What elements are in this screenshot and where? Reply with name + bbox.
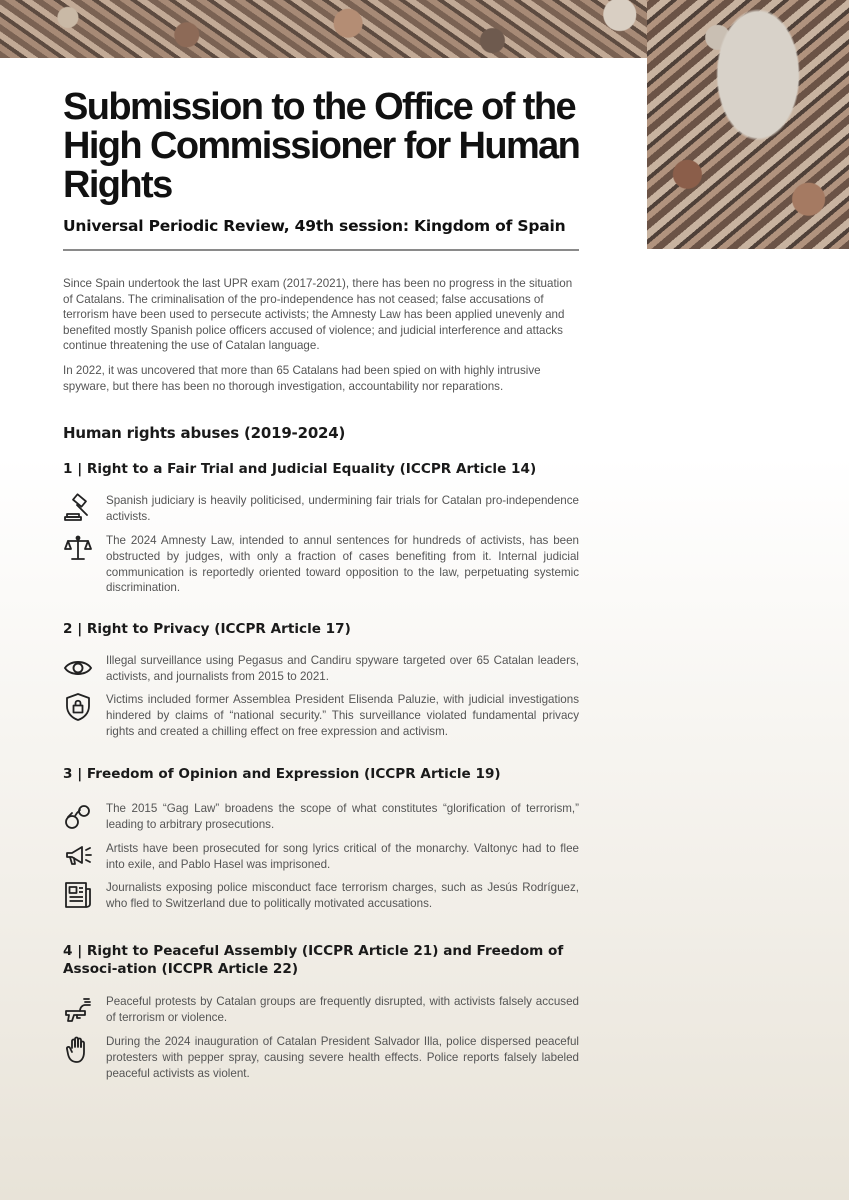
section-4-heading: 4 | Right to Peaceful Assembly (ICCPR Article 21) and Freedom of Associ-ation (ICCPR Article 22) (63, 943, 564, 977)
section-3-heading: 3 | Freedom of Opinion and Expression (ICCPR Article 19) (63, 766, 501, 782)
title-divider (63, 249, 579, 251)
intro-paragraph-2: In 2022, it was uncovered that more than 65 Catalans had been spied on with highly intrusive spyware, but there has been no thorough investigation, accountability nor reparations. (63, 364, 541, 393)
scales-icon (63, 533, 93, 563)
hand-gun-icon (63, 994, 93, 1024)
header-photo-aerial (647, 0, 849, 249)
gavel-icon (63, 493, 93, 523)
page-subtitle: Universal Periodic Review, 49th session: Kingdom of Spain (63, 217, 566, 235)
list-item-text: Artists have been prosecuted for song lyrics critical of the monarchy. Valtonyc had to flee into exile, and Pablo Hasel was imprisoned. (106, 842, 579, 871)
list-item-text: The 2024 Amnesty Law, intended to annul sentences for hundreds of activists, has been obstructed by judges, with only a fraction of cases benefiting from it. Internal judicial communication is reportedly oriented toward opposition to the law, perpetuating systemic discrimination. (106, 534, 579, 595)
list-item-text: During the 2024 inauguration of Catalan President Salvador Illa, police dispersed peaceful protesters with pepper spray, causing severe health effects. Police reports falsely labeled peaceful activists as violent. (106, 1035, 579, 1080)
shield-lock-icon (63, 692, 93, 722)
list-item-text: Peaceful protests by Catalan groups are frequently disrupted, with activists falsely accused of terrorism or violence. (106, 995, 579, 1024)
list-item-text: Spanish judiciary is heavily politicised, undermining fair trials for Catalan pro-independence activists. (106, 494, 579, 523)
abuses-heading: Human rights abuses (2019-2024) (63, 424, 346, 442)
section-1-heading: 1 | Right to a Fair Trial and Judicial Equality (ICCPR Article 14) (63, 461, 537, 477)
raised-hand-icon (63, 1034, 93, 1064)
intro-paragraph-1: Since Spain undertook the last UPR exam (2017-2021), there has been no progress in the situation of Catalans. The criminalisation of the pro-independence has not ceased; false accusations of terrorism have been used to persecute activists; the Amnesty Law has been applied unevenly and benefited mostly Spanish police officers accused of violence; and judicial interference and attacks continue threatening the use of Catalan language. (63, 277, 573, 353)
list-item-text: Illegal surveillance using Pegasus and Candiru spyware targeted over 65 Catalan leaders, activists, and journalists from 2015 to 2021. (106, 654, 579, 683)
page-title: Submission to the Office of the High Commissioner for Human Rights (63, 86, 580, 206)
list-item-text: Victims included former Assemblea President Elisenda Paluzie, with judicial investigations hindered by claims of “national security.” This surveillance violated fundamental privacy rights and created a chilling effect on free expression and activism. (106, 693, 579, 738)
handcuffs-icon (63, 801, 93, 831)
list-item-text: Journalists exposing police misconduct face terrorism charges, such as Jesús Rodríguez, who fled to Switzerland due to politically motivated accusations. (106, 881, 579, 910)
eye-icon (63, 653, 93, 683)
list-item-text: The 2015 “Gag Law” broadens the scope of what constitutes “glorification of terrorism,” leading to arbitrary prosecutions. (106, 802, 579, 831)
section-2-heading: 2 | Right to Privacy (ICCPR Article 17) (63, 621, 351, 637)
newspaper-icon (63, 880, 93, 910)
megaphone-icon (63, 841, 93, 871)
